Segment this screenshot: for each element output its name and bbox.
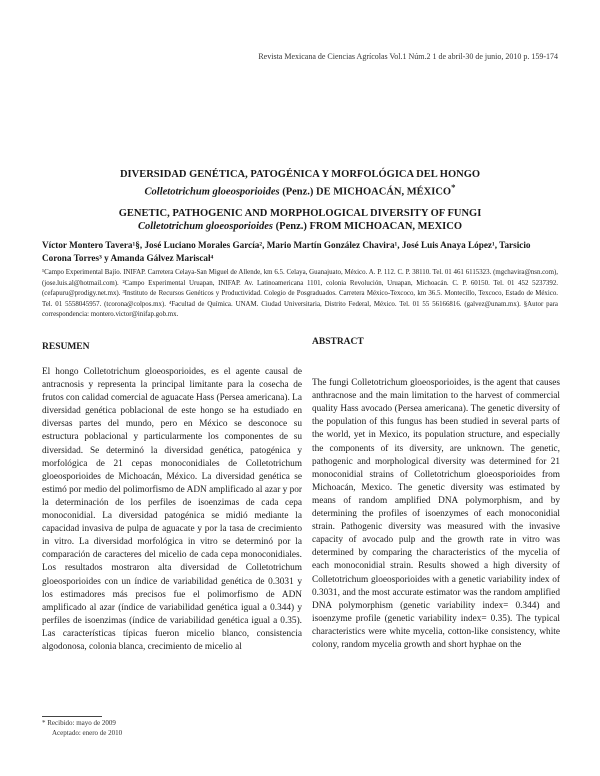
title-en-line2 (40, 220, 560, 233)
resumen-text: El hongo Colletotrichum gloeosporioides, es el agente causal de antracnosis y representa la principal limitante para la cosecha de frutos con calidad comercial de aguacate Hass (Persea americana). La diversidad genética poblacional de este hongo se ha estudiado en diversas partes del mundo, pero en México se desconoce su estructura poblacional y particularmente los componentes de su diversidad. Se determinó la diversidad genética, patogénica y morfológica de 21 cepas monoconidiales de Colletotrichum gloeosporioides de Michoacán, México. La diversidad genética se estimó por medio del polimorfismo de ADN amplificado al azar y por la determinación de los perfiles de isoenzimas de cada cepa monoconidial. La diversidad patogénica se midió mediante la capacidad invasiva de pulpa de aguacate y por la tasa de crecimiento in vitro. La diversidad morfológica in vitro se determinó por la comparación de caracteres del micelio de cada cepa monoconidiales. Los resultados mostraron alta diversidad de Colletotrichum gloeosporioides con un índice de variabilidad genética de 0.3031 y los estimadores más precisos fue el polimorfismo de ADN amplificado al azar (índice de variabilidad genética igual a 0.344) y perfiles de isoenzimas (índice de variabilidad genética igual a 0.35). Las características típicas fueron micelio blanco, consistencia algodonosa, colonia blanca, crecimiento de micelio al (42, 367, 302, 652)
title-en-line1: GENETIC, PATHOGENIC AND MORPHOLOGICAL DIVERSITY OF FUNGI (118, 208, 482, 219)
authors: Víctor Montero Tavera¹§, José Luciano Morales García², Mario Martín González Chavira¹, José Luis Anaya López¹, Tarsicio Corona Torres³ y Amanda Gálvez Mariscal⁴ (42, 240, 531, 263)
title-en-species: Colletotrichum gloeosporioides (137, 221, 274, 232)
journal-header: Revista Mexicana de Ciencias Agrícolas Vol.1 Núm.2 1 de abril-30 de junio, 2010 p. 159-174 (258, 52, 558, 61)
resumen-heading: RESUMEN (42, 342, 90, 352)
title-en-rest: (Penz.) FROM MICHOACAN, MEXICO (273, 221, 463, 232)
title-es-species: Colletotrichum gloeosporioides (144, 186, 280, 198)
affiliations: ¹Campo Experimental Bajío. INIFAP. Carretera Celaya-San Miguel de Allende, km 6.5. Celaya, Guanajuato, México. A. P. 112. C. P. 38110. Tel. 01 461 6115323. (mgchavira@nsn.com), (jose.luis.al@hotmail.com). ²Campo Experimental Uruapan, INIFAP. Av. Latinoamericana 1101, colonia Revolución, Uruapan, Michoacán. C. P. 60150. Tel. 01 452 5237392. (cefapuru@prodigy.net.mx). ³Instituto de Recursos Genéticos y Productividad. Colegio de Posgraduados. Carretera México-Texcoco, km 36.5. Montecillo, Texcoco, Estado de México. Tel. 01 5558045957. (tcorona@colpos.mx). ⁴Facultad de Química. UNAM. Ciudad Universitaria, Distrito Federal, México. Tel. 01 55 56166816. (galvez@unam.mx). §Autor para correspondencia: montero.victor@inifap.gob.mx. (42, 269, 558, 319)
abstract-body (312, 377, 560, 652)
title-es-line1: DIVERSIDAD GENÉTICA, PATOGÉNICA Y MORFOLÓGICA DEL HONGO (119, 169, 481, 180)
abstract-column (312, 336, 560, 652)
abstract-text: The fungi Colletotrichum gloeosporioides, is the agent that causes anthracnose and the main limitation to the harvest of commercial quality Hass avocado (Persea americana). The genetic diversity of the population of this fungus has been studied in several parts of the world, yet in Mexico, its population structure, and especially the components of its diversity, are unknown. The genetic, pathogenic and morphological diversity was determined for 21 monoconidial strains of Colletotrichum gloeosporioides from Michoacán, Mexico. The genetic diversity was estimated by means of random amplified DNA polymorphism, and by determining the profiles of isoenzymes of each monoconidial strain. Pathogenic diversity was measured with the invasive capacity of avocado pulp and the growth rate in vitro was determined by comparing the characteristics of the mycelia of each monoconidial strain. Results showed a high diversity of Colletotrichum gloeosporioides with a genetic variability index of 0.3031, and the most accurate estimator was the random amplified DNA polymorphism (genetic variability index= 0.344) and isoenzyme profile (genetic variability index= 0.35). The typical characteristics were white mycelia, cotton-like consistency, white colony, random mycelia growth and short hyphae on the (312, 378, 560, 650)
footnote-received: * Recibido: mayo de 2009 (42, 719, 116, 727)
abstract-heading: ABSTRACT (312, 337, 364, 347)
title-spanish (40, 168, 560, 199)
footnote (42, 719, 122, 738)
resumen-column (42, 366, 302, 654)
title-es-rest: (Penz.) DE MICHOACÁN, MÉXICO (279, 186, 452, 198)
footnote-rule (42, 716, 102, 717)
title-english (40, 207, 560, 233)
footnote-accepted: Aceptado: enero de 2010 (52, 728, 123, 737)
title-es-mark: * (451, 182, 456, 192)
title-es-line2 (40, 181, 560, 199)
